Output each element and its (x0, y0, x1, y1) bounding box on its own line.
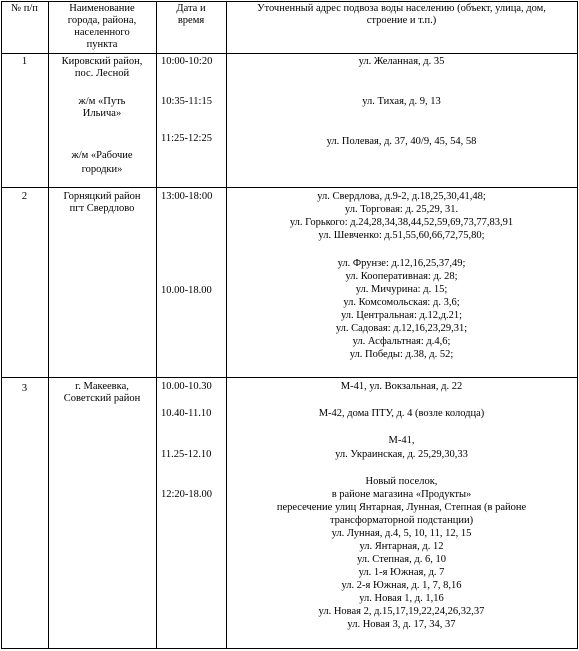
row-3-address-line: Новый поселок, (365, 476, 438, 487)
header-name-line: Наименование (69, 3, 135, 14)
row-3-address-line: ул. Новая 3, д. 17, 34, 37 (347, 619, 456, 630)
row-1-settlement-line: Кировский район, (61, 56, 143, 67)
row-2-settlement-line: Горняцкий район (63, 191, 141, 202)
row-1-settlement-line: ж/м «Рабочие (71, 150, 133, 161)
row-3-address-line: ул. Лунная, д.4, 5, 10, 11, 12, 15 (331, 528, 472, 539)
row-1-bottom-border (1, 187, 578, 188)
row-2-address-line: ул. Фрунзе: д.12,16,25,37,49; (337, 258, 466, 269)
row-3-address-line: ул. 2-я Южная, д. 1, 7, 8,16 (341, 580, 462, 591)
row-2-time: 10.00-18.00 (161, 285, 212, 296)
row-number: 2 (21, 191, 28, 202)
header-name-line: населенного (74, 27, 130, 38)
table-border-bottom (1, 648, 578, 649)
row-3-settlement-line: г. Макеевка, (75, 381, 129, 392)
row-2-address-line: ул. Победы: д.38, д. 52; (349, 349, 454, 360)
row-1-settlement-line: пос. Лесной (74, 68, 130, 79)
header-name-line: пункта (86, 39, 118, 50)
row-3-time: 10.00-10.30 (161, 381, 212, 392)
table-border-left (1, 1, 2, 649)
table-border-top (1, 1, 578, 2)
row-3-time: 12:20-18.00 (161, 489, 213, 500)
row-1-time: 11:25-12:25 (161, 133, 212, 144)
row-1-address-line: ул. Желанная, д. 35 (358, 56, 445, 67)
row-3-address-line: М-41, (388, 435, 415, 446)
row-2-address-line: ул. Центральная: д.12,д.21; (340, 310, 463, 321)
row-3-address-line: ул. 1-я Южная, д. 7 (358, 567, 445, 578)
row-2-address-line: ул. Комсомольская: д. 3,6; (343, 297, 460, 308)
header-num: № п/п (11, 3, 38, 14)
row-2-address-line: ул. Мичурина: д. 15; (355, 284, 448, 295)
row-3-address-line: ул. Новая 1, д. 1,16 (359, 593, 444, 604)
row-2-bottom-border (1, 377, 578, 378)
row-1-settlement-line: Ильича» (82, 108, 122, 119)
row-2-address-line: ул. Горького: д.24,28,34,38,44,52,59,69,73,77,83,91 (289, 217, 514, 228)
row-3-address-line: ул. Степная, д. 6, 10 (357, 554, 446, 565)
row-1-address-line: ул. Тихая, д. 9, 13 (362, 96, 441, 107)
row-3-address-line: пересечение улиц Янтарная, Лунная, Степная (в районе (276, 502, 527, 513)
row-2-address-line: ул. Свердлова, д.9-2, д.18,25,30,41,48; (317, 191, 486, 202)
row-1-time: 10:35-11:15 (161, 96, 212, 107)
row-3-address-line: ул. Новая 2, д.15,17,19,22,24,26,32,37 (318, 606, 485, 617)
table-border-right (577, 1, 578, 649)
row-number: 1 (21, 56, 28, 67)
row-number: 3 (21, 383, 28, 394)
header-address-line: Уточненный адрес подвоза воды населению (объект, улица, дом, (257, 3, 546, 14)
row-2-time: 13:00-18:00 (161, 191, 213, 202)
row-2-address-line: ул. Кооперативная: д. 28; (345, 271, 458, 282)
row-3-address-line: М-42, дома ПТУ, д. 4 (возле колодца) (318, 408, 485, 419)
row-2-address-line: ул. Шевченко: д.51,55,60,66,72,75,80; (318, 230, 485, 241)
row-1-time: 10:00-10:20 (161, 56, 213, 67)
row-1-settlement-line: городки» (81, 164, 123, 175)
row-3-settlement-line: Советский район (63, 393, 141, 404)
row-3-address-line: ул. Янтарная, д. 12 (359, 541, 444, 552)
row-3-address-line: трансформаторной подстанции) (329, 515, 474, 526)
row-2-address-line: ул. Асфальтная: д.4,6; (352, 336, 451, 347)
row-2-settlement-line: пгт Свердлово (69, 203, 135, 214)
row-2-address-line: ул. Торговая: д. 25,29, 31. (344, 204, 459, 215)
row-3-time: 11.25-12.10 (161, 449, 212, 460)
header-address-line: строение и т.п.) (366, 15, 437, 26)
row-3-address-line: ул. Украинская, д. 25,29,30,33 (335, 449, 468, 460)
row-1-settlement-line: ж/м «Путь (78, 96, 126, 107)
row-2-address-line: ул. Садовая: д.12,16,23,29,31; (335, 323, 468, 334)
header-date-line: время (177, 15, 205, 26)
header-name-line: города, района, (67, 15, 137, 26)
header-date-line: Дата и (176, 3, 206, 14)
row-1-address-line: ул. Полевая, д. 37, 40/9, 45, 54, 58 (326, 136, 477, 147)
row-3-time: 10.40-11.10 (161, 408, 212, 419)
col-divider-name (156, 1, 157, 649)
row-3-address-line: М-41, ул. Вокзальная, д. 22 (340, 381, 463, 392)
header-row-bottom-border (1, 53, 578, 54)
row-3-address-line: в районе магазина «Продукты» (331, 489, 472, 500)
